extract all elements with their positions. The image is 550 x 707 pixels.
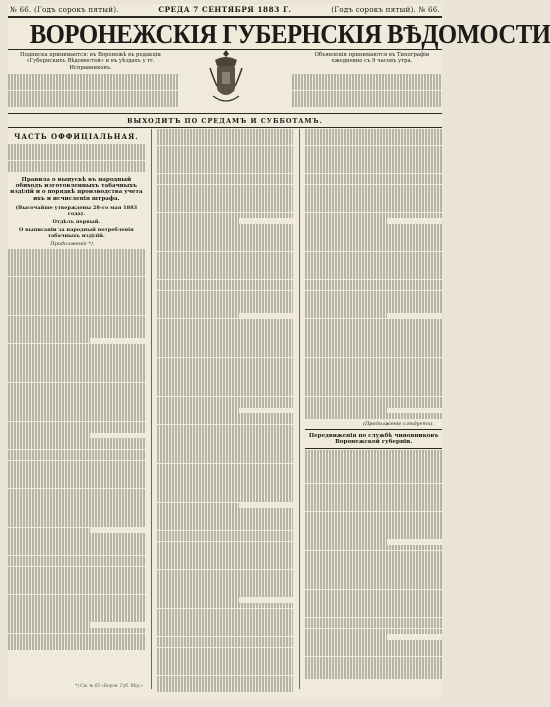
- text-line: [157, 346, 294, 351]
- text-line: [157, 491, 294, 496]
- text-line: [305, 313, 387, 318]
- text-line: [305, 562, 442, 567]
- text-line: [157, 497, 294, 502]
- text-line: [157, 174, 294, 179]
- subscription-note: Подписка принимается: въ Воронежѣ въ редакціи «Губернскихъ Вѣдомостей» и въ уѣздахъ у гг. Исправниковъ.: [20, 52, 161, 71]
- text-line: [8, 332, 145, 337]
- text-line: [8, 617, 145, 622]
- text-line: [8, 539, 145, 544]
- text-line: [305, 623, 442, 628]
- text-line: [305, 324, 442, 329]
- text-line: [157, 408, 239, 413]
- text-line: [8, 383, 145, 388]
- text-line: [157, 352, 294, 357]
- text-line: [305, 512, 442, 517]
- text-line: [8, 349, 145, 354]
- text-line: [157, 190, 294, 195]
- text-line: [157, 419, 294, 424]
- text-line: [305, 358, 442, 363]
- text-line: [305, 185, 442, 190]
- text-line: [8, 634, 145, 639]
- text-line: [305, 129, 442, 134]
- text-line: [157, 330, 294, 335]
- text-line: [8, 394, 145, 399]
- text-line: [157, 397, 294, 402]
- text-line: [305, 402, 442, 407]
- text-line: [157, 391, 294, 396]
- text-line: [157, 413, 294, 418]
- text-line: [8, 505, 145, 510]
- text-line: [305, 134, 442, 139]
- text-line: [305, 263, 442, 268]
- text-line: [305, 472, 442, 477]
- text-line: [305, 352, 442, 357]
- text-line: [157, 146, 294, 151]
- text-line: [157, 592, 294, 597]
- text-line: [8, 500, 145, 505]
- text-line: [305, 380, 442, 385]
- text-line: [305, 224, 442, 229]
- text-line: [8, 466, 145, 471]
- text-line: [305, 640, 442, 645]
- continuation-note: Продолженіе *).: [50, 240, 95, 247]
- text-line: [157, 614, 294, 619]
- text-line: [157, 637, 294, 642]
- text-line: [157, 547, 294, 552]
- rules-title: Правила о выпускѣ въ народный обиходъ изготовленныхъ табачныхъ изділій и о порядкѣ производства учета ихъ и исчисленія штрафа.: [10, 176, 143, 202]
- text-line: [157, 201, 294, 206]
- text-line: [8, 606, 145, 611]
- text-line: [305, 330, 442, 335]
- text-line: [8, 355, 145, 360]
- text-line: [8, 455, 145, 460]
- text-line: [8, 310, 145, 315]
- text-line: [157, 280, 294, 285]
- text-line: [305, 257, 442, 262]
- text-line: [8, 288, 145, 293]
- text-line: [305, 651, 442, 656]
- text-line: [157, 296, 294, 301]
- text-line: [157, 335, 294, 340]
- text-line: [157, 531, 294, 536]
- text-line: [8, 628, 145, 633]
- text-line: [157, 687, 294, 692]
- text-line: [8, 461, 145, 466]
- text-line: [157, 240, 294, 245]
- text-line: [305, 296, 442, 301]
- text-line: [8, 561, 145, 566]
- text-line: [8, 327, 145, 332]
- text-line: [305, 274, 442, 279]
- text-line: [8, 360, 145, 365]
- text-line: [157, 268, 294, 273]
- text-line: [8, 450, 145, 455]
- text-line: [8, 489, 145, 494]
- text-line: [305, 662, 442, 667]
- text-line: [157, 570, 294, 575]
- text-line: [8, 472, 145, 477]
- text-line: [8, 410, 145, 415]
- newspaper-page: [8, 4, 550, 699]
- text-line: [157, 380, 294, 385]
- rules-department: Отдѣлъ первый.: [52, 218, 101, 225]
- text-line: [157, 162, 294, 167]
- text-line: [8, 494, 145, 499]
- text-line: [157, 586, 294, 591]
- text-line: [8, 277, 145, 282]
- coat-of-arms-icon: [207, 48, 245, 108]
- text-line: [305, 495, 442, 500]
- text-line: [157, 313, 239, 318]
- text-line: [305, 196, 442, 201]
- text-line: [305, 413, 442, 418]
- text-line: [157, 425, 294, 430]
- text-line: [305, 335, 442, 340]
- text-line: [8, 438, 145, 443]
- article-columns: [8, 129, 442, 689]
- text-line: [157, 274, 294, 279]
- text-line: [305, 363, 442, 368]
- text-line: [305, 302, 442, 307]
- rules-date: (Высочайше утверждены 28-го мая 1883 года).: [15, 204, 138, 217]
- text-line: [305, 461, 442, 466]
- text-line: [305, 408, 387, 413]
- text-line: [157, 681, 294, 686]
- text-line: [305, 391, 442, 396]
- text-line: [157, 536, 294, 541]
- text-line: [8, 595, 145, 600]
- text-line: [157, 430, 294, 435]
- text-line: [8, 600, 145, 605]
- text-line: [305, 246, 442, 251]
- text-line: [305, 545, 442, 550]
- text-line: [157, 257, 294, 262]
- text-line: [8, 416, 145, 421]
- text-line: [157, 363, 294, 368]
- text-line: [305, 456, 442, 461]
- text-line: [305, 590, 442, 595]
- text-line: [305, 551, 442, 556]
- text-line: [157, 291, 294, 296]
- text-line: [157, 369, 294, 374]
- text-line: [305, 229, 442, 234]
- text-line: [305, 140, 442, 145]
- text-line: [157, 224, 294, 229]
- text-line: [157, 441, 294, 446]
- text-line: [305, 634, 387, 639]
- column-3: [299, 129, 442, 689]
- text-line: [157, 631, 294, 636]
- text-line: [8, 265, 145, 270]
- text-line: [157, 642, 294, 647]
- text-line: [157, 246, 294, 251]
- text-line: [305, 280, 442, 285]
- text-line: [157, 676, 294, 681]
- text-line: [8, 516, 145, 521]
- text-line: [8, 304, 145, 309]
- text-line: [305, 252, 442, 257]
- text-line: [157, 185, 294, 190]
- text-line: [305, 606, 442, 611]
- text-line: [305, 517, 442, 522]
- text-line: [157, 168, 294, 173]
- text-line: [305, 218, 387, 223]
- text-line: [157, 134, 294, 139]
- text-line: [305, 268, 442, 273]
- text-line: [8, 293, 145, 298]
- text-line: [157, 653, 294, 658]
- text-line: [157, 564, 294, 569]
- text-line: [305, 612, 442, 617]
- text-line: [157, 458, 294, 463]
- text-line: [157, 575, 294, 580]
- text-line: [157, 581, 294, 586]
- text-line: [157, 469, 294, 474]
- text-line: [305, 179, 442, 184]
- text-line: [157, 218, 239, 223]
- text-line: [157, 670, 294, 675]
- text-line: [305, 369, 442, 374]
- text-line: [157, 558, 294, 563]
- text-line: [157, 648, 294, 653]
- text-line: [157, 207, 294, 212]
- text-line: [157, 196, 294, 201]
- text-line: [305, 534, 442, 539]
- column-2: [151, 129, 294, 689]
- text-line: [157, 525, 294, 530]
- text-line: [157, 625, 294, 630]
- text-line: [305, 500, 442, 505]
- text-line: [305, 657, 442, 662]
- publication-schedule: ВЫХОДИТЪ ПО СРЕДАМЪ И СУББОТАМЪ.: [127, 116, 323, 125]
- text-line: [8, 433, 90, 438]
- text-line: [8, 544, 145, 549]
- text-line: [305, 556, 442, 561]
- text-line: [157, 319, 294, 324]
- text-line: [157, 480, 294, 485]
- text-line: [157, 235, 294, 240]
- text-line: [157, 341, 294, 346]
- text-line: [305, 235, 442, 240]
- text-line: [305, 374, 442, 379]
- text-line: [8, 583, 145, 588]
- text-line: [8, 578, 145, 583]
- text-line: [157, 659, 294, 664]
- text-line: [8, 533, 145, 538]
- issue-number-right: (Годъ сорокъ пятый). № 66.: [331, 5, 440, 14]
- issue-date: СРЕДА 7 СЕНТЯБРЯ 1883 Г.: [158, 5, 292, 14]
- text-line: [8, 427, 145, 432]
- text-line: [8, 622, 90, 627]
- text-line: [305, 673, 442, 678]
- section-heading: ЧАСТЬ ОФФИЦІАЛЬНАЯ.: [13, 131, 139, 141]
- text-line: [157, 140, 294, 145]
- text-line: [157, 464, 294, 469]
- text-line: [305, 601, 442, 606]
- text-line: [305, 190, 442, 195]
- text-line: [8, 511, 145, 516]
- text-line: [8, 399, 145, 404]
- text-line: [305, 162, 442, 167]
- text-line: [305, 629, 442, 634]
- text-line: [8, 316, 145, 321]
- text-line: [8, 377, 145, 382]
- text-line: [157, 229, 294, 234]
- text-line: [157, 609, 294, 614]
- text-line: [8, 477, 145, 482]
- text-line: [8, 260, 145, 265]
- text-line: [305, 174, 442, 179]
- text-line: [157, 486, 294, 491]
- text-line: [8, 556, 145, 561]
- text-line: [8, 483, 145, 488]
- text-line: [8, 611, 145, 616]
- text-line: [157, 452, 294, 457]
- text-line: [305, 573, 442, 578]
- text-line: [157, 603, 294, 608]
- text-line: [305, 478, 442, 483]
- text-line: [305, 484, 442, 489]
- text-line: [157, 508, 294, 513]
- text-line: [305, 213, 442, 218]
- text-line: [305, 146, 442, 151]
- text-line: [305, 567, 442, 572]
- text-line: [8, 249, 145, 254]
- text-line: [157, 151, 294, 156]
- text-line: [157, 436, 294, 441]
- text-line: [8, 572, 145, 577]
- text-line: [305, 291, 442, 296]
- text-line: [8, 254, 145, 259]
- text-line: [157, 514, 294, 519]
- text-line: [8, 522, 145, 527]
- text-line: [305, 201, 442, 206]
- text-line: [8, 639, 145, 644]
- text-line: [305, 240, 442, 245]
- text-line: [305, 397, 442, 402]
- text-line: [8, 444, 145, 449]
- text-line: [305, 450, 442, 455]
- personnel-heading: Передвиженія по службѣ чиновниковъ Воронежской губерніи.: [308, 432, 439, 445]
- text-line: [305, 539, 387, 544]
- text-line: [8, 299, 145, 304]
- text-line: [157, 358, 294, 363]
- text-line: [305, 346, 442, 351]
- text-line: [157, 447, 294, 452]
- text-line: [8, 321, 145, 326]
- newspaper-title: ВОРОНЕЖСКІЯ ГУБЕРНСКІЯ ВѢДОМОСТИ: [29, 18, 550, 49]
- text-line: [305, 467, 442, 472]
- text-line: [8, 388, 145, 393]
- advert-note: Объявленія принимаются въ Типографіи ежедневно съ 9 часовъ утра.: [314, 52, 430, 65]
- continuation-sign: (Продолженіе слѣдуетъ).: [363, 420, 435, 427]
- text-line: [8, 371, 145, 376]
- text-line: [305, 595, 442, 600]
- text-line: [305, 168, 442, 173]
- text-line: [8, 338, 90, 343]
- text-line: [305, 385, 442, 390]
- text-line: [8, 344, 145, 349]
- text-line: [157, 385, 294, 390]
- text-line: [157, 213, 294, 218]
- text-line: [8, 366, 145, 371]
- text-line: [157, 597, 239, 602]
- text-line: [305, 584, 442, 589]
- text-line: [305, 523, 442, 528]
- text-line: [8, 589, 145, 594]
- text-line: [305, 645, 442, 650]
- text-line: [8, 528, 90, 533]
- text-line: [157, 129, 294, 134]
- text-line: [305, 319, 442, 324]
- text-line: [157, 179, 294, 184]
- text-line: [157, 324, 294, 329]
- text-line: [157, 553, 294, 558]
- issue-number-left: № 66. (Годъ сорокъ пятый).: [10, 5, 119, 14]
- text-line: [305, 578, 442, 583]
- text-line: [157, 519, 294, 524]
- text-line: [305, 285, 442, 290]
- text-line: [157, 157, 294, 162]
- text-line: [8, 405, 145, 410]
- text-line: [305, 207, 442, 212]
- text-line: [305, 489, 442, 494]
- text-line: [305, 528, 442, 533]
- text-line: [157, 503, 239, 508]
- text-line: [8, 567, 145, 572]
- text-line: [8, 422, 145, 427]
- text-line: [305, 618, 442, 623]
- text-line: [8, 645, 145, 650]
- text-line: [8, 550, 145, 555]
- text-line: [157, 307, 294, 312]
- text-line: [305, 506, 442, 511]
- text-line: [157, 263, 294, 268]
- text-line: [157, 542, 294, 547]
- rules-intro: О выписаніи за народный потребленія табачныхъ изділій.: [19, 226, 134, 239]
- text-line: [157, 475, 294, 480]
- issue-line: [8, 4, 442, 15]
- text-line: [305, 157, 442, 162]
- text-line: [8, 282, 145, 287]
- text-line: [157, 302, 294, 307]
- text-line: [157, 285, 294, 290]
- text-line: [157, 620, 294, 625]
- text-line: [8, 271, 145, 276]
- text-line: [305, 341, 442, 346]
- text-line: [157, 374, 294, 379]
- text-line: [157, 402, 294, 407]
- text-line: [305, 151, 442, 156]
- text-line: [305, 307, 442, 312]
- column-1: [8, 129, 145, 689]
- text-line: [157, 664, 294, 669]
- text-line: [305, 668, 442, 673]
- text-line: [157, 252, 294, 257]
- footnote: *) См. № 65 «Ворон. Губ. Вѣд.»: [75, 682, 143, 688]
